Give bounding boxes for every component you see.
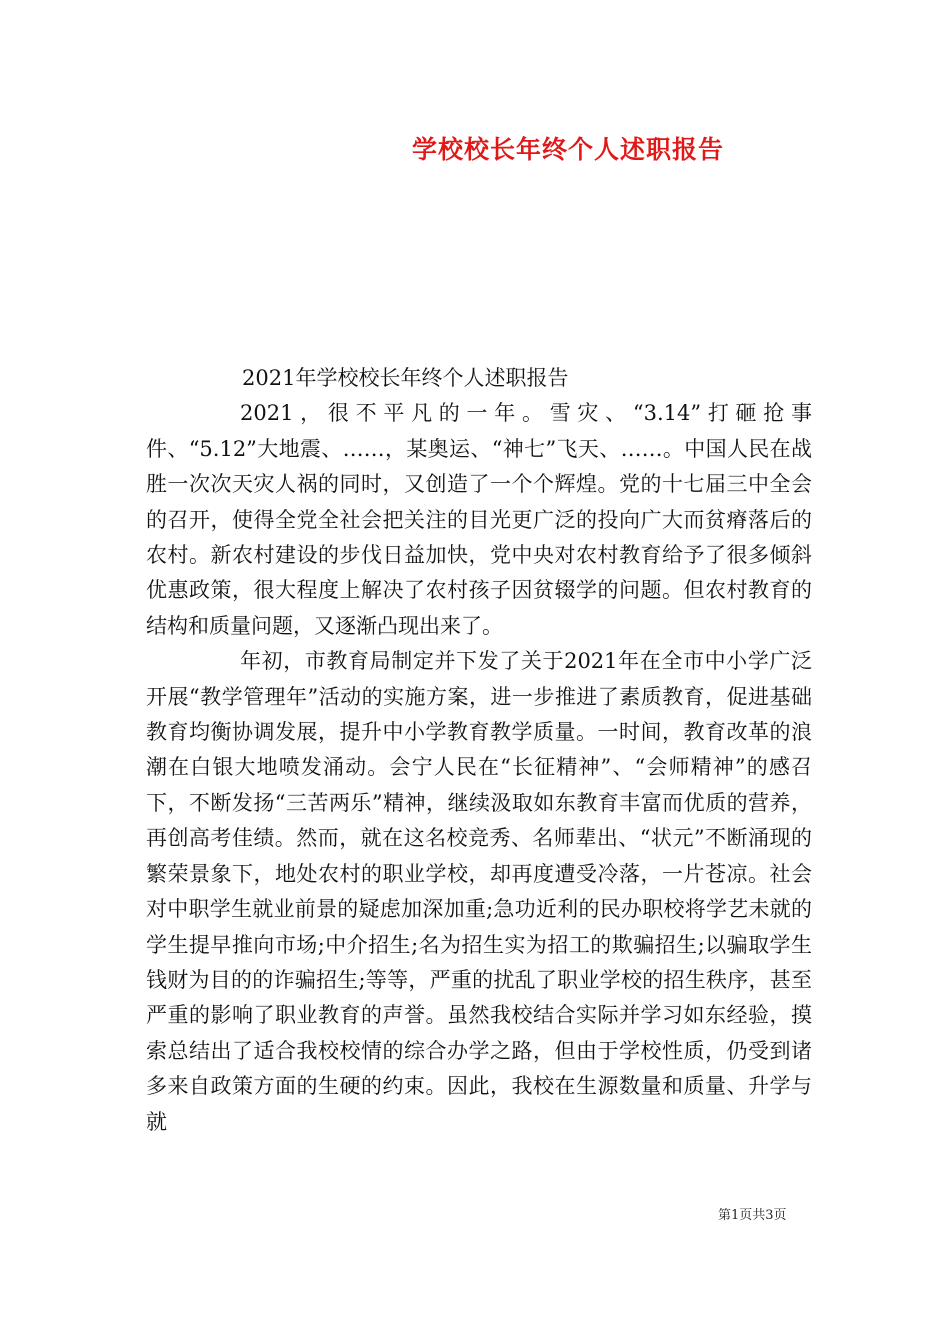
paragraph-1: 2021，很不平凡的一年。雪灾、“3.14”打砸抢事件、“5.12”大地震、……，某奥运、“神七”飞天、……。中国人民在战胜一次次天灾人祸的同时，又创造了一个个辉煌。党的十七届三中全会的召开，使得全党全社会把关注的目光更广泛的投向广大而贫瘠落后的农村。新农村建设的步伐日益加快，党中央对农村教育给予了很多倾斜优惠政策，很大程度上解决了农村孩子因贫辍学的问题。但农村教育的结构和质量问题，又逐渐凸现出来了。 <box>146 401 812 638</box>
document-body <box>146 361 812 1140</box>
page-number-footer: 第1页共3页 <box>718 1208 787 1223</box>
paragraph-2: 年初，市教育局制定并下发了关于2021年在全市中小学广泛开展“教学管理年”活动的实施方案，进一步推进了素质教育，促进基础教育均衡协调发展，提升中小学教育教学质量。一时间，教育改革的浪潮在白银大地喷发涌动。会宁人民在“长征精神”、“会师精神”的感召下，不断发扬“三苦两乐”精神，继续汲取如东教育丰富而优质的营养，再创高考佳绩。然而，就在这名校竞秀、名师辈出、“状元”不断涌现的繁荣景象下，地处农村的职业学校，却再度遭受冷落，一片苍凉。社会对中职学生就业前景的疑虑加深加重;急功近利的民办职校将学艺未就的学生提早推向市场;中介招生;名为招生实为招工的欺骗招生;以骗取学生钱财为目的的诈骗招生;等等，严重的扰乱了职业学校的招生秩序，甚至严重的影响了职业教育的声誉。虽然我校结合实际并学习如东经验，摸索总结出了适合我校校情的综合办学之路，但由于学校性质，仍受到诸多来自政策方面的生硬的约束。因此，我校在生源数量和质量、升学与就 <box>146 649 812 1134</box>
document-subtitle: 2021年学校校长年终个人述职报告 <box>242 366 569 390</box>
document-title: 学校校长年终个人述职报告 <box>412 135 725 164</box>
